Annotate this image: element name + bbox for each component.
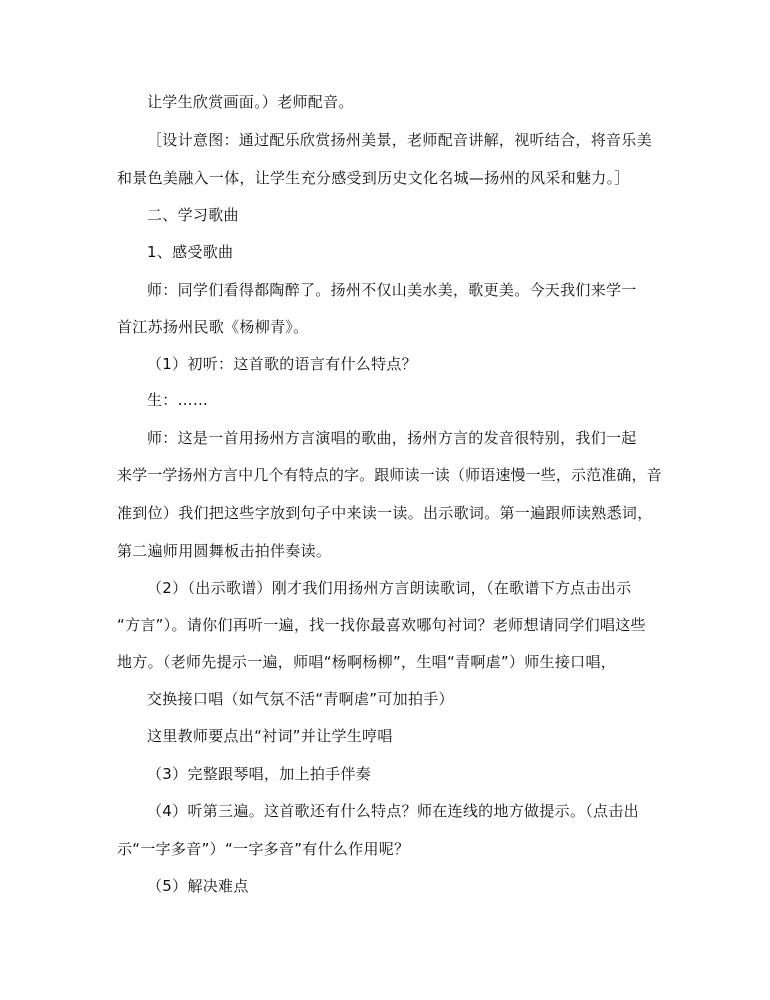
paragraph-line: （2）（出示歌谱）刚才我们用扬州方言朗读歌词，（在歌谱下方点击出示 <box>147 579 632 597</box>
paragraph-line: 来学一学扬州方言中几个有特点的字。跟师读一读（师语速慢一些，示范准确，音 <box>117 466 662 484</box>
paragraph-line: （1）初听：这首歌的语言有什么特点？ <box>147 355 417 373</box>
paragraph-line: （5）解决难点 <box>147 877 249 895</box>
paragraph-line: （3）完整跟琴唱，加上拍手伴奏 <box>147 765 372 783</box>
paragraph-line: ［设计意图：通过配乐欣赏扬州美景，老师配音讲解，视听结合，将音乐美 <box>147 131 652 149</box>
paragraph-line: （4）听第三遍。这首歌还有什么特点？师在连线的地方做提示。（点击出 <box>147 802 639 820</box>
paragraph-line: 师：同学们看得都陶醉了。扬州不仅山美水美，歌更美。今天我们来学一 <box>147 281 637 299</box>
paragraph-line: 让学生欣赏画面。）老师配音。 <box>147 93 354 111</box>
paragraph-line: 示“一字多音”）“一字多音”有什么作用呢？ <box>117 840 410 858</box>
paragraph-line: 生：…… <box>147 391 209 409</box>
subsection-heading: 1、感受歌曲 <box>147 243 234 261</box>
paragraph-line: 第二遍师用圆舞板击拍伴奏读。 <box>117 542 332 560</box>
paragraph-line: 这里教师要点出“衬词”并让学生哼唱 <box>147 727 393 745</box>
paragraph-line: 准到位）我们把这些字放到句子中来读一读。出示歌词。第一遍跟师读熟悉词， <box>117 504 653 522</box>
paragraph-line: 首江苏扬州民歌《杨柳青》。 <box>117 318 309 336</box>
paragraph-line: 交换接口唱（如气氛不活“青啊虐”可加拍手） <box>147 690 454 708</box>
paragraph-line: “方言”）。请你们再听一遍，找一找你最喜欢哪句衬词？老师想请同学们唱这些 <box>117 616 646 634</box>
section-heading: 二、学习歌曲 <box>147 206 239 224</box>
paragraph-line: 师：这是一首用扬州方言演唱的歌曲，扬州方言的发音很特别，我们一起 <box>147 429 637 447</box>
paragraph-line: 和景色美融入一体，让学生充分感受到历史文化名城—扬州的风采和魅力。］ <box>117 169 630 187</box>
paragraph-line: 地方。（老师先提示一遍，师唱“杨啊杨柳”，生唱“青啊虐”）师生接口唱， <box>117 653 617 671</box>
